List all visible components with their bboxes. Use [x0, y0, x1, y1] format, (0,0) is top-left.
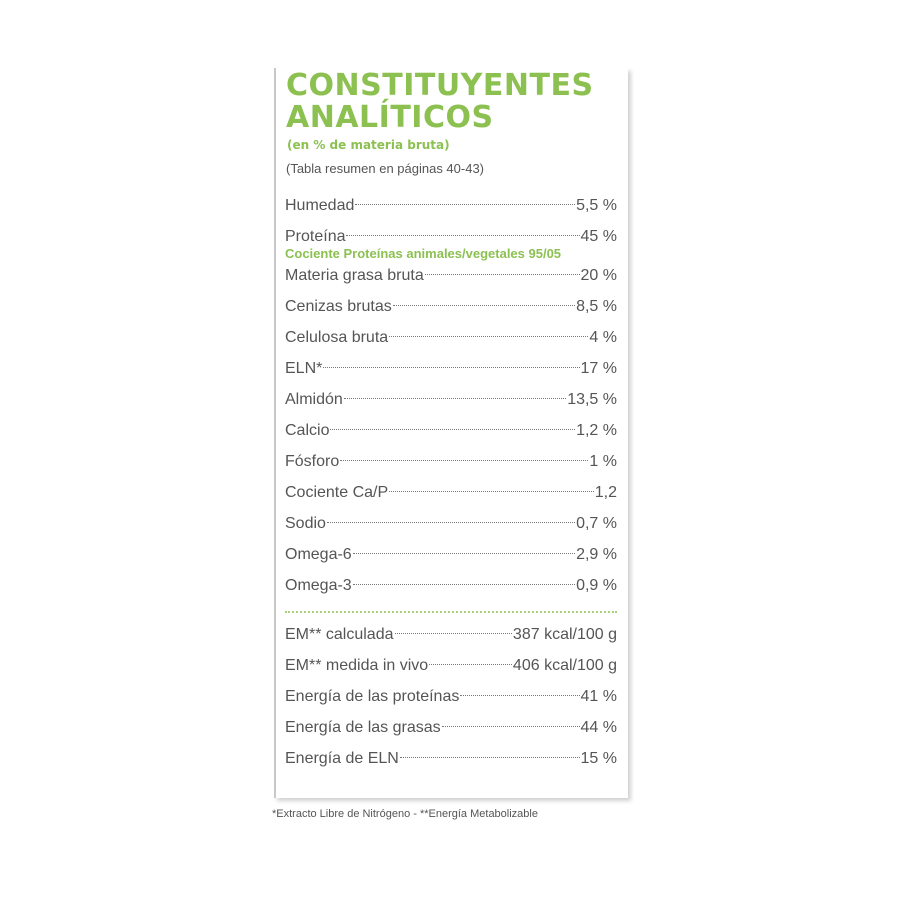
table-row: [285, 291, 617, 322]
dot-leader: [353, 553, 575, 554]
dot-leader: [389, 491, 594, 492]
row-label: Celulosa bruta: [285, 329, 389, 346]
table-row: [285, 477, 617, 508]
row-value: 5,5 %: [576, 197, 617, 214]
row-value: 41 %: [580, 688, 617, 705]
dot-leader: [353, 584, 575, 585]
table-row: [285, 712, 617, 743]
row-value: 17 %: [580, 360, 617, 377]
table-row: [285, 353, 617, 384]
dot-leader: [344, 398, 566, 399]
footnote: *Extracto Libre de Nitrógeno - **Energía Metabolizable: [272, 808, 538, 820]
section-divider: [285, 611, 617, 613]
dot-leader: [330, 429, 575, 430]
table-note: (Tabla resumen en páginas 40-43): [286, 161, 485, 176]
table-row: [285, 384, 617, 415]
table-row: [285, 260, 617, 291]
row-value: 0,7 %: [576, 515, 617, 532]
dot-leader: [442, 726, 580, 727]
row-value: 13,5 %: [567, 391, 617, 408]
row-value: 4 %: [589, 329, 617, 346]
dot-leader: [393, 305, 575, 306]
table-row: [285, 415, 617, 446]
row-value: 44 %: [580, 719, 617, 736]
row-label: Omega-6: [285, 546, 352, 563]
row-value: 2,9 %: [576, 546, 617, 563]
row-label: Energía de ELN: [285, 750, 399, 767]
section-title: CONSTITUYENTES ANALÍTICOS: [286, 68, 594, 135]
row-value: 45 %: [580, 228, 617, 245]
row-label: Calcio: [285, 422, 330, 439]
row-label: Omega-3: [285, 577, 352, 594]
dot-leader: [323, 367, 579, 368]
row-value: 1 %: [589, 453, 617, 470]
table-row: [285, 650, 617, 681]
row-label: Fósforo: [285, 453, 340, 470]
row-label: EM** calculada: [285, 626, 394, 643]
row-value: 406 kcal/100 g: [512, 657, 617, 674]
table-row: [285, 539, 617, 570]
table-row: [285, 743, 617, 774]
table-row: [285, 570, 617, 601]
dot-leader: [340, 460, 588, 461]
row-value: 1,2: [594, 484, 617, 501]
row-label: Humedad: [285, 197, 355, 214]
dot-leader: [460, 695, 579, 696]
table-row: [285, 508, 617, 539]
row-label: EM** medida in vivo: [285, 657, 429, 674]
dot-leader: [389, 336, 588, 337]
table-row: [285, 190, 617, 221]
row-value: 20 %: [580, 267, 617, 284]
row-value: 8,5 %: [576, 298, 617, 315]
row-label: Almidón: [285, 391, 343, 408]
constituents-table: [285, 190, 617, 774]
row-label: Cenizas brutas: [285, 298, 392, 315]
section-subtitle: (en % de materia bruta): [287, 138, 450, 152]
protein-ratio: Cociente Proteínas animales/vegetales 95/05: [285, 246, 562, 261]
table-row: [285, 322, 617, 353]
table-row: [285, 681, 617, 712]
dot-leader: [395, 633, 512, 634]
dot-leader: [400, 757, 580, 758]
row-label: Proteína: [285, 228, 346, 245]
dot-leader: [429, 664, 512, 665]
dot-leader: [346, 235, 579, 236]
row-label: Energía de las grasas: [285, 719, 441, 736]
row-label: Energía de las proteínas: [285, 688, 460, 705]
table-row: [285, 619, 617, 650]
row-label: Cociente Ca/P: [285, 484, 389, 501]
row-value: 0,9 %: [576, 577, 617, 594]
row-label: Materia grasa bruta: [285, 267, 424, 284]
table-row: [285, 446, 617, 477]
dot-leader: [327, 522, 575, 523]
row-label: ELN*: [285, 360, 323, 377]
row-value: 1,2 %: [576, 422, 617, 439]
row-label: Sodio: [285, 515, 326, 532]
dot-leader: [355, 204, 575, 205]
dot-leader: [425, 274, 580, 275]
row-value: 15 %: [580, 750, 617, 767]
row-value: 387 kcal/100 g: [512, 626, 617, 643]
